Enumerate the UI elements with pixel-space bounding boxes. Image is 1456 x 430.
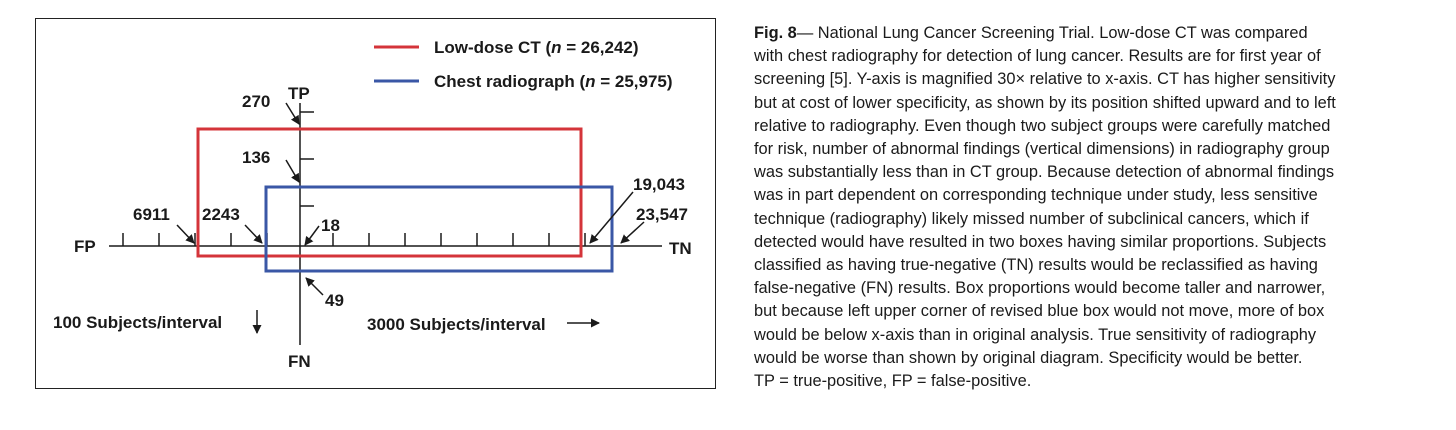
xray-tn-value: 23,547 [636, 205, 688, 224]
ct-fp-arrow [177, 225, 194, 243]
ct-fn-value: 18 [321, 216, 340, 235]
caption-line: was in part dependent on corresponding technique under study, less sensitive [754, 186, 1318, 205]
xray-fp-value: 2243 [202, 205, 240, 224]
caption-line: was substantially less than in CT group. Because detection of abnormal findings [754, 163, 1335, 182]
pointer-arrows [177, 103, 644, 295]
caption-line: detected would have resulted in two boxes having similar proportions. Subjects [754, 232, 1327, 251]
caption-line: for risk, number of abnormal findings (vertical dimensions) in radiography group [754, 140, 1330, 159]
legend-ct-label: Low-dose CT (n = 26,242) [434, 38, 639, 57]
fp-tp-diagram [36, 19, 717, 390]
xray-fp-arrow [245, 225, 262, 243]
xray-tp-value: 136 [242, 148, 271, 167]
xray-box [266, 187, 612, 271]
ct-tn-value: 19,043 [633, 175, 685, 194]
ct-tp-arrow [286, 103, 299, 124]
tp-label: TP [288, 84, 310, 103]
caption-line: would be below x-axis than in original analysis. True sensitivity of radiography [754, 325, 1317, 344]
xray-fn-value: 49 [325, 291, 344, 310]
caption-line: false-negative (FN) results. Box proportions would become taller and narrower, [754, 279, 1326, 298]
caption-line: relative to radiography. Even though two subject groups were carefully matched [754, 116, 1331, 135]
caption-line: Fig. 8— National Lung Cancer Screening Trial. Low-dose CT was compared [754, 24, 1308, 42]
caption-line: but because left upper corner of revised blue box would not move, more of box [754, 302, 1325, 321]
y-axis-ticks [300, 112, 314, 206]
xray-fn-arrow [306, 278, 323, 295]
fn-label: FN [288, 352, 311, 371]
x-scale-note: 3000 Subjects/interval [367, 315, 546, 334]
tn-label: TN [669, 239, 692, 258]
xray-tn-arrow [621, 222, 644, 243]
fp-label: FP [74, 237, 96, 256]
x-axis-ticks [123, 233, 585, 246]
figure-panel [35, 18, 716, 389]
caption-line: with chest radiography for detection of lung cancer. Results are for first year of [754, 47, 1321, 66]
caption-line: technique (radiography) likely missed number of subclinical cancers, which if [754, 209, 1309, 228]
caption-line: screening [5]. Y-axis is magnified 30× relative to x-axis. CT has higher sensitivity [754, 70, 1336, 89]
figure-caption [754, 22, 1444, 393]
ct-tp-value: 270 [242, 92, 271, 111]
caption-line: but at cost of lower specificity, as shown by its position shifted upward and to left [754, 93, 1336, 112]
figure-label: Fig. 8 [754, 24, 797, 42]
caption-line: classified as having true-negative (TN) results would be reclassified as having [754, 256, 1318, 275]
ct-fp-value: 6911 [133, 205, 170, 224]
xray-tp-arrow [286, 160, 299, 182]
caption-line: TP = true-positive, FP = false-positive. [754, 372, 1032, 391]
ct-fn-arrow [305, 226, 319, 245]
caption-line: would be worse than shown by original diagram. Specificity would be better. [754, 348, 1303, 367]
y-scale-note: 100 Subjects/interval [53, 313, 223, 332]
legend-xray-label: Chest radiograph (n = 25,975) [434, 72, 673, 91]
